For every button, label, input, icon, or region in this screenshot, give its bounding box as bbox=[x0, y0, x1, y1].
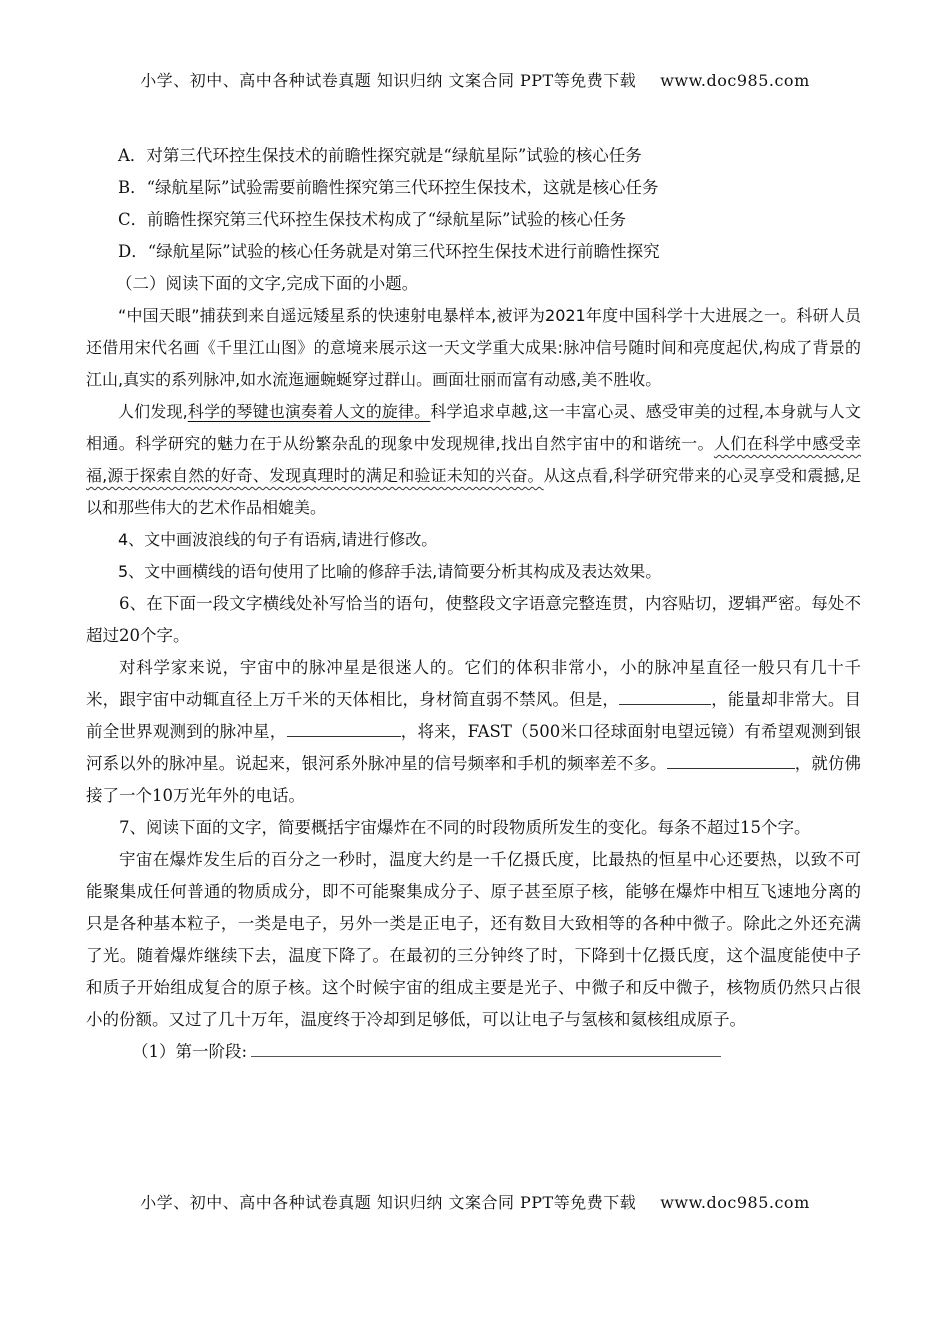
page-footer bbox=[0, 1190, 950, 1213]
wavy-underlined-sentence: 人们在科学中感受幸福,源于探索自然的好奇、发现真理时的满足和验证未知的兴奋。 bbox=[86, 434, 861, 485]
question-7: 7、阅读下面的文字，简要概括宇宙爆炸在不同的时段物质所发生的变化。每条不超过15个字。 bbox=[119, 818, 811, 837]
section2-title: （二）阅读下面的文字,完成下面的小题。 bbox=[116, 274, 419, 293]
page-header bbox=[0, 68, 950, 91]
underlined-sentence: 科学的琴键也演奏着人文的旋律。 bbox=[187, 402, 431, 421]
stage-1-answer-line[interactable] bbox=[251, 1036, 721, 1057]
fill-blank-1[interactable] bbox=[619, 684, 711, 705]
fill-blank-3[interactable] bbox=[667, 748, 795, 769]
passage2-middle: 科学追求卓越,这一丰富心灵、感受审美的过程,本身就与人文相通。科学研究的魅力在于从纷繁杂乱的现象中发现规律,找出自然宇宙中的和谐统一。 bbox=[86, 402, 861, 453]
stage-1-label: （1）第一阶段: bbox=[132, 1042, 248, 1061]
option-c: C．前瞻性探究第三代环控生保技术构成了“绿航星际”试验的核心任务 bbox=[118, 210, 626, 229]
passage-paragraph-2 bbox=[86, 396, 861, 524]
option-b: B．“绿航星际”试验需要前瞻性探究第三代环控生保技术，这就是核心任务 bbox=[118, 178, 659, 197]
passage-paragraph-1: “中国天眼”捕获到来自遥远矮星系的快速射电暴样本,被评为2021年度中国科学十大进展之一。科研人员还借用宋代名画《千里江山图》的意境来展示这一天文学重大成果:脉冲信号随时间和亮度起伏,构成了背景的江山,真实的系列脉冲,如水流迤逦蜿蜒穿过群山。画面壮丽而富有动感,美不胜收。 bbox=[86, 306, 861, 389]
q6-text-d: ，就仿佛接了一个10万光年外的电话。 bbox=[86, 754, 862, 805]
footer-text: 小学、初中、高中各种试卷真题 知识归纳 文案合同 PPT等免费下载 bbox=[140, 1193, 637, 1212]
q6-text-c: ，将来，FAST（500米口径球面射电望远镜）有希望观测到银河系以外的脉冲星。说起来，银河系外脉冲星的信号频率和手机的频率差不多。 bbox=[86, 722, 862, 773]
question-6-passage bbox=[86, 652, 861, 812]
question-7-passage: 宇宙在爆炸发生后的百分之一秒时，温度大约是一千亿摄氏度，比最热的恒星中心还要热，以致不可能聚集成任何普通的物质成分，即不可能聚集成分子、原子甚至原子核，能够在爆炸中相互飞速地分离的只是各种基本粒子，一类是电子，另外一类是正电子，还有数目大致相等的各种中微子。除此之外还充满了光。随着爆炸继续下去，温度下降了。在最初的三分钟终了时，下降到十亿摄氏度，这个温度能使中子和质子开始组成复合的原子核。这个时候宇宙的组成主要是光子、中微子和反中微子，核物质仍然只占很小的份额。又过了几十万年，温度终于冷却到足够低，可以让电子与氢核和氦核组成原子。 bbox=[86, 850, 861, 1029]
header-text: 小学、初中、高中各种试卷真题 知识归纳 文案合同 PPT等免费下载 bbox=[140, 71, 637, 90]
q6-text-a: 对科学家来说，宇宙中的脉冲星是很迷人的。它们的体积非常小，小的脉冲星直径一般只有几十千米，跟宇宙中动辄直径上万千米的天体相比，身材简直弱不禁风。但是， bbox=[86, 658, 861, 709]
stage-1-row bbox=[86, 1036, 861, 1068]
document-body bbox=[86, 140, 861, 1068]
passage2-lead: 人们发现, bbox=[118, 402, 188, 421]
footer-url[interactable]: www.doc985.com bbox=[660, 1193, 810, 1212]
option-d: D．“绿航星际”试验的核心任务就是对第三代环控生保技术进行前瞻性探究 bbox=[118, 242, 660, 261]
option-a: A．对第三代环控生保技术的前瞻性探究就是“绿航星际”试验的核心任务 bbox=[118, 146, 642, 165]
header-url[interactable]: www.doc985.com bbox=[660, 71, 810, 90]
fill-blank-2[interactable] bbox=[287, 716, 401, 737]
question-6: 6、在下面一段文字横线处补写恰当的语句，使整段文字语意完整连贯，内容贴切，逻辑严密。每处不超过20个字。 bbox=[86, 594, 861, 645]
question-4: 4、文中画波浪线的句子有语病,请进行修改。 bbox=[118, 530, 438, 549]
passage2-end: 从这点看,科学研究带来的心灵享受和震撼,足以和那些伟大的艺术作品相媲美。 bbox=[86, 466, 861, 517]
q6-text-b: ，能量却非常大。目前全世界观测到的脉冲星， bbox=[86, 690, 862, 741]
question-5: 5、文中画横线的语句使用了比喻的修辞手法,请简要分析其构成及表达效果。 bbox=[118, 562, 662, 581]
